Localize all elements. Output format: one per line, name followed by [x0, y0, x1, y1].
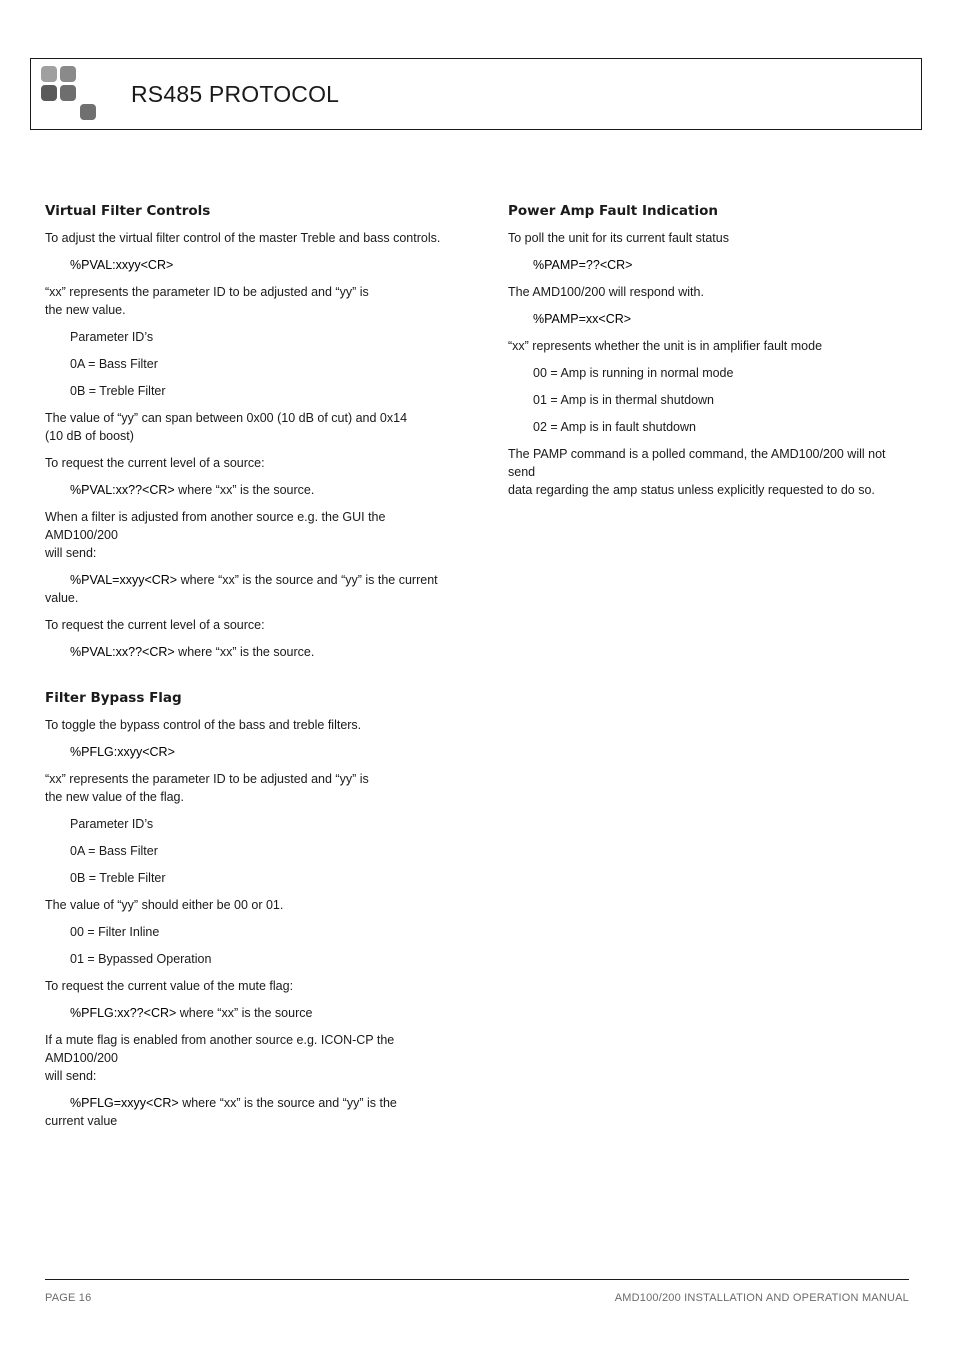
logo-square-5: [80, 104, 96, 120]
paragraph: The AMD100/200 will respond with.: [508, 285, 704, 299]
command-code: %PFLG:xxyy<CR>: [70, 745, 175, 759]
command-code: %PAMP=??<CR>: [533, 258, 633, 272]
command: [508, 310, 908, 328]
list-label: Parameter ID’s: [70, 330, 154, 344]
text-line: (10 dB of boost): [45, 429, 134, 443]
command-code: %PFLG:xx??<CR>: [70, 1006, 177, 1020]
command-note: where “xx” is the source: [176, 1006, 313, 1020]
text-line: the new value.: [45, 303, 126, 317]
logo-square-1: [41, 66, 57, 82]
page-number: PAGE 16: [45, 1292, 92, 1304]
command: [508, 256, 908, 274]
paragraph: [45, 1031, 450, 1085]
logo-square-3: [41, 85, 57, 101]
manual-title: AMD100/200 INSTALLATION AND OPERATION MANUAL: [614, 1292, 909, 1304]
list-item: 00 = Amp is running in normal mode: [533, 366, 734, 380]
text-line: will send:: [45, 546, 97, 560]
list-label: Parameter ID’s: [70, 817, 154, 831]
paragraph: [45, 770, 450, 806]
paragraph: [45, 409, 450, 445]
command: [45, 256, 450, 274]
command-code: %PVAL:xx??<CR>: [70, 483, 175, 497]
command-note: where “xx” is the source and “yy” is the: [178, 1096, 397, 1110]
list-item: 01 = Bypassed Operation: [70, 952, 212, 966]
command-note-wrap: value.: [45, 591, 79, 605]
text-line: “xx” represents the parameter ID to be adjusted and “yy” is: [45, 285, 369, 299]
paragraph: To adjust the virtual filter control of the master Treble and bass controls.: [45, 231, 441, 245]
paragraph: To request the current value of the mute flag:: [45, 979, 294, 993]
right-column: [508, 200, 908, 508]
paragraph: To request the current level of a source:: [45, 618, 265, 632]
logo: [41, 66, 99, 122]
section-heading-filter-bypass: Filter Bypass Flag: [45, 690, 182, 706]
command-note-wrap: current value: [45, 1114, 118, 1128]
paragraph: [45, 283, 450, 319]
left-column: [45, 200, 450, 1139]
page-title: RS485 PROTOCOL: [131, 81, 340, 107]
paragraph: [45, 508, 450, 562]
text-line: If a mute flag is enabled from another source e.g. ICON-CP the AMD100/200: [45, 1033, 395, 1065]
list-item: 00 = Filter Inline: [70, 925, 160, 939]
list-item: 0B = Treble Filter: [70, 871, 166, 885]
command: [45, 643, 450, 661]
paragraph: To request the current level of a source:: [45, 456, 265, 470]
paragraph: The value of “yy” should either be 00 or 01.: [45, 898, 284, 912]
command: [45, 743, 450, 761]
list-item: 0A = Bass Filter: [70, 844, 158, 858]
command-code: %PVAL=xxyy<CR>: [70, 573, 178, 587]
command-code: %PFLG=xxyy<CR>: [70, 1096, 179, 1110]
command: [45, 571, 450, 607]
text-line: will send:: [45, 1069, 97, 1083]
section-heading-power-amp-fault: Power Amp Fault Indication: [508, 203, 718, 219]
command: [45, 481, 450, 499]
list-item: 0B = Treble Filter: [70, 384, 166, 398]
paragraph: “xx” represents whether the unit is in amplifier fault mode: [508, 339, 823, 353]
text-line: The value of “yy” can span between 0x00 (10 dB of cut) and 0x14: [45, 411, 408, 425]
command-note: where “xx” is the source and “yy” is the current: [177, 573, 438, 587]
list-item: 0A = Bass Filter: [70, 357, 158, 371]
paragraph: To toggle the bypass control of the bass and treble filters.: [45, 718, 362, 732]
list-item: 01 = Amp is in thermal shutdown: [533, 393, 714, 407]
paragraph: To poll the unit for its current fault status: [508, 231, 729, 245]
command: [45, 1094, 450, 1130]
logo-square-2: [60, 66, 76, 82]
list-item: 02 = Amp is in fault shutdown: [533, 420, 696, 434]
command-note: where “xx” is the source.: [174, 645, 315, 659]
text-line: data regarding the amp status unless explicitly requested to do so.: [508, 483, 875, 497]
page-header: [30, 58, 922, 130]
section-heading-virtual-filter: Virtual Filter Controls: [45, 203, 211, 219]
command: [45, 1004, 450, 1022]
command-code: %PAMP=xx<CR>: [533, 312, 632, 326]
text-line: The PAMP command is a polled command, the AMD100/200 will not send: [508, 447, 886, 479]
text-line: “xx” represents the parameter ID to be adjusted and “yy” is: [45, 772, 369, 786]
command-code: %PVAL:xx??<CR>: [70, 645, 175, 659]
command-code: %PVAL:xxyy<CR>: [70, 258, 174, 272]
command-note: where “xx” is the source.: [174, 483, 315, 497]
logo-square-4: [60, 85, 76, 101]
text-line: When a filter is adjusted from another source e.g. the GUI the AMD100/200: [45, 510, 386, 542]
text-line: the new value of the flag.: [45, 790, 184, 804]
paragraph: [508, 445, 908, 499]
footer-divider: [45, 1279, 909, 1280]
